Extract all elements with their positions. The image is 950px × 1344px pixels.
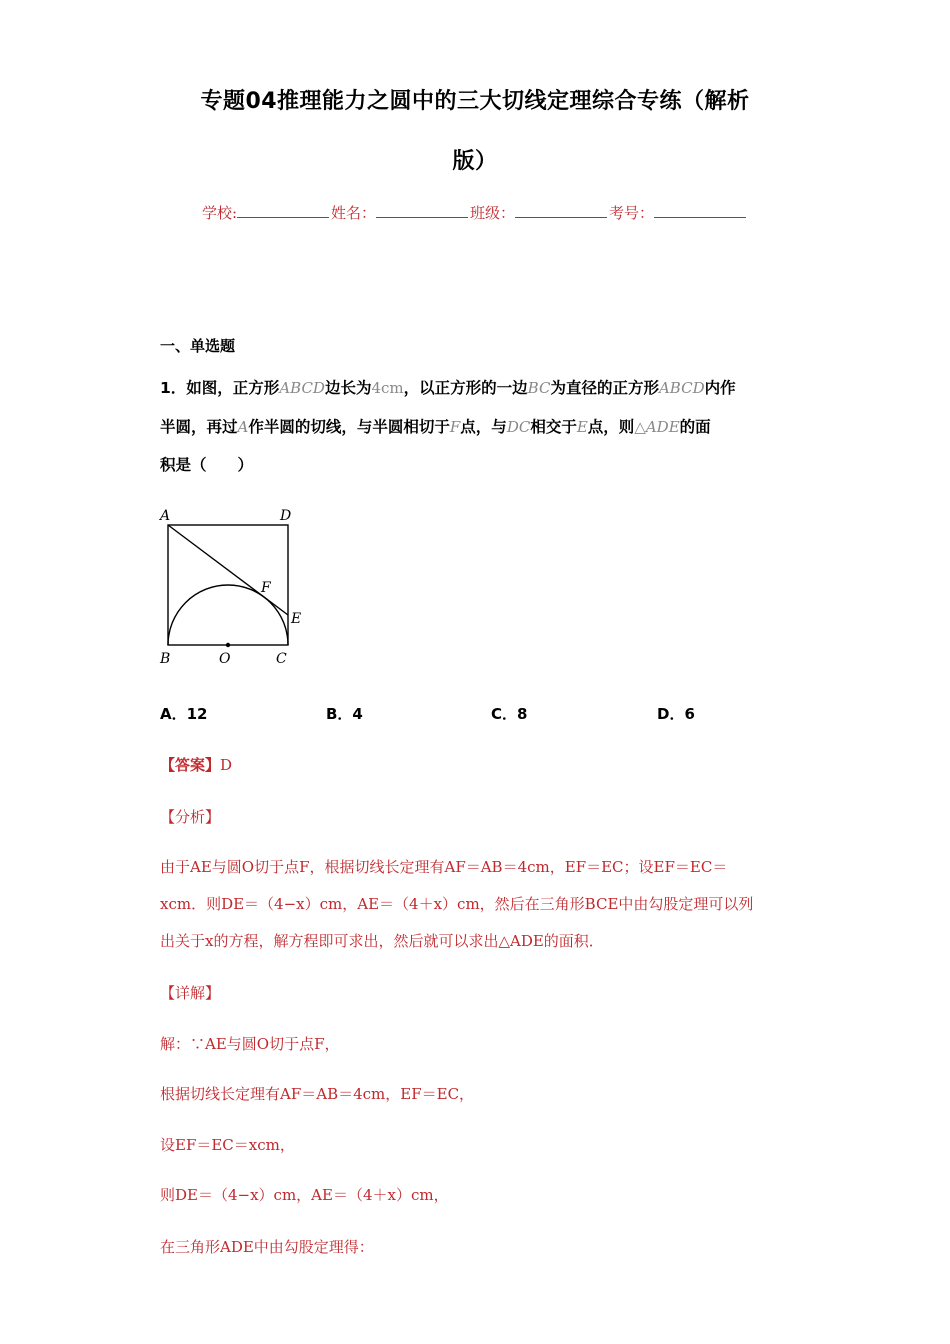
center-point-o [226, 643, 230, 647]
label-a: A [160, 508, 171, 524]
question-line-2: 半圆，再过A作半圆的切线，与半圆相切于F点，与DC相交于E点，则△ADE的面 [160, 418, 711, 436]
detail-line-3: 设EF＝EC＝xcm， [160, 1136, 295, 1154]
analysis-line-1: 由于AE与圆O切于点F，根据切线长定理有AF＝AB＝4cm，EF＝EC；设EF＝EC＝ [160, 858, 728, 876]
analysis-line-2: xcm．则DE＝（4−x）cm，AE＝（4＋x）cm，然后在三角形BCE中由勾股定理可以列 [160, 895, 754, 913]
detail-line-2: 根据切线长定理有AF＝AB＝4cm，EF＝EC， [160, 1085, 475, 1103]
page-title: 专题04推理能力之圆中的三大切线定理综合专练（解析 [200, 89, 750, 114]
option-b: B．4 [326, 705, 363, 723]
label-e: E [291, 611, 302, 627]
option-c: C．8 [491, 705, 528, 723]
school-label: 学校: [201, 204, 237, 222]
answer-line [160, 754, 232, 775]
number-label: 考号： [609, 204, 655, 222]
geometry-figure [156, 505, 316, 670]
name-blank [376, 203, 468, 218]
section-heading: 一、单选题 [160, 337, 236, 355]
answer-tag: 【答案】 [160, 756, 221, 774]
question-line-3: 积是（ ） [160, 456, 254, 474]
school-blank [237, 203, 329, 218]
analysis-line-3: 出关于x的方程，解方程即可求出，然后就可以求出△ADE的面积． [160, 932, 604, 950]
label-d: D [280, 508, 292, 524]
page-title-cont: 版） [452, 149, 498, 174]
question-line-1: 1．如图，正方形ABCD边长为4cm，以正方形的一边BC为直径的正方形ABCD内作 [160, 379, 736, 397]
class-label: 班级： [470, 204, 516, 222]
detail-line-1: 解：∵AE与圆O切于点F， [160, 1035, 340, 1053]
detail-heading: 【详解】 [160, 984, 221, 1002]
detail-line-4: 则DE＝（4−x）cm，AE＝（4＋x）cm， [160, 1186, 449, 1204]
label-o: O [219, 651, 231, 667]
label-b: B [160, 651, 171, 667]
name-label: 姓名： [331, 204, 377, 222]
option-a: A．12 [160, 705, 208, 723]
analysis-heading: 【分析】 [160, 808, 221, 826]
detail-line-5: 在三角形ADE中由勾股定理得： [160, 1238, 374, 1256]
label-f: F [261, 580, 271, 596]
number-blank [654, 203, 746, 218]
label-c: C [276, 651, 287, 667]
option-d: D．6 [657, 705, 695, 723]
class-blank [515, 203, 607, 218]
student-info [0, 202, 950, 223]
answer-value: D [220, 756, 233, 774]
